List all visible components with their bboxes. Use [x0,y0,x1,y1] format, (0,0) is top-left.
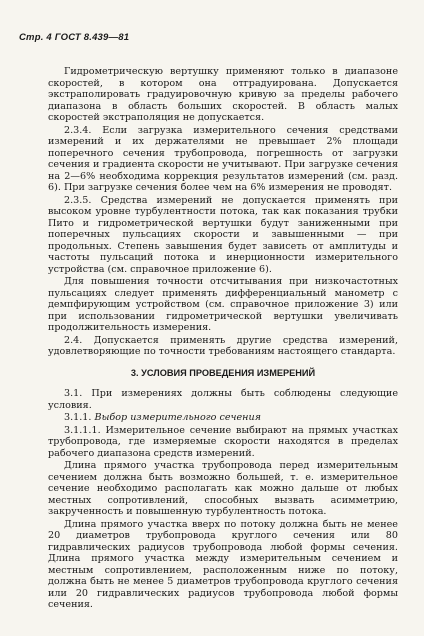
subsection-title: Выбор измерительного сечения [94,412,262,423]
subsection-number: 3.1.1. [64,412,92,423]
paragraph: 3.1. При измерениях должны быть соблюдены следующие условия. [48,388,398,411]
page-body [48,66,398,611]
paragraph: Для повышения точности отсчитывания при низкочастотных пульсациях следует применять дифференциальный манометр с демпфирующим устройством (см. справочное приложение 3) или при использовании гидрометрической вертушки увеличивать продолжительность измерения. [48,276,398,333]
paragraph: 3.1.1.1. Измерительное сечение выбирают на прямых участках трубопровода, где измеряемые скорости находятся в пределах рабочего диапазона средств измерений. [48,424,398,459]
paragraph: 2.3.5. Средства измерений не допускается применять при высоком уровне турбулентности потока, так как показания трубки Пито и гидрометрической вертушки будут заниженными при поперечных пульсациях скорости и завышенными — при продольных. Степень завышения будет зависеть от амплитуды и частоты пульсаций потока и инерционности измерительного устройства (см. справочное приложение 6). [48,194,398,275]
paragraph: Длина прямого участка вверх по потоку должна быть не менее 20 диаметров трубопровода круглого сечения или 80 гидравлических радиусов трубопровода любой формы сечения. Длина прямого участка между измерительным сечением и местным сопротивлением, расположенным ниже по потоку, должна быть не менее 5 диаметров трубопровода круглого сечения или 20 гидравлических радиусов трубопровода любой формы сечения. [48,518,398,610]
page-header: Стр. 4 ГОСТ 8.439—81 [19,32,130,43]
paragraph: Гидрометрическую вертушку применяют только в диапазоне скоростей, в котором она отградуирована. Допускается экстраполировать градуировочную кривую за пределы рабочего диапазона в область больших скоростей. В область малых скоростей экстраполяция не допускается. [48,66,398,123]
section-title: 3. УСЛОВИЯ ПРОВЕДЕНИЯ ИЗМЕРЕНИЙ [130,367,316,378]
paragraph: 2.3.4. Если загрузка измерительного сечения средствами измерений и их держателями не превышает 2% площади поперечного сечения трубопровода, погрешность от загрузки сечения и градиента скорости не учитывают. При загрузке сечения на 2—6% необходима коррекция результатов измерений (см. разд. 6). При загрузке сечения более чем на 6% измерения не проводят. [48,124,398,193]
paragraph: Длина прямого участка трубопровода перед измерительным сечением должна быть возможно большей, т. е. измерительное сечение необходимо располагать как можно дальше от любых местных сопротивлений, способных вызвать асимметрию, закрученность и повышенную турбулентность потока. [48,460,398,517]
subsection-heading [48,412,398,424]
paragraph: 2.4. Допускается применять другие средства измерений, удовлетворяющие по точности требованиям настоящего стандарта. [48,334,398,357]
